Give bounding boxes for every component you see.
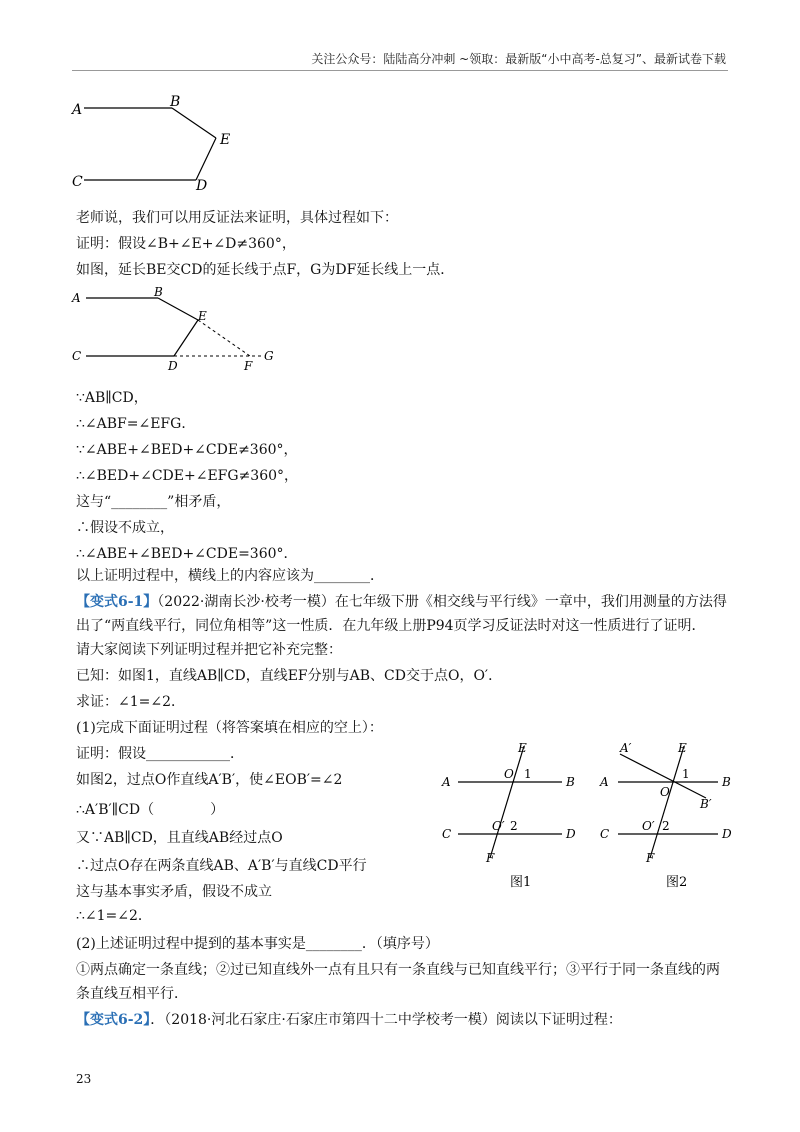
label-f: F	[486, 851, 495, 865]
label-c: C	[600, 827, 610, 841]
label-d: D	[722, 827, 732, 841]
exercise-6-1-intro: 【变式6-1】（2022·湖南长沙·校考一模）在七年级下册《相交线与平行线》一章中，我们用测量的方法得	[76, 594, 727, 610]
text-line: ∴∠ABE+∠BED+∠CDE=360°．	[76, 546, 298, 562]
text-line: (2)上述证明过程中提到的基本事实是________．（填序号）	[76, 936, 439, 952]
exercise-tag: 【变式6-1】	[76, 594, 158, 610]
label-d: D	[196, 178, 208, 192]
diagram-extended-lines	[66, 284, 296, 378]
label-e: E	[198, 309, 207, 323]
label-b-prime: B′	[700, 797, 712, 811]
label-d: D	[566, 827, 576, 841]
text-line: ∴过点O存在两条直线AB、A′B′与直线CD平行	[76, 858, 367, 874]
text-line: 出了“两直线平行，同位角相等”这一性质．在九年级上册P94页学习反证法时对这一性质进行了证明．	[76, 618, 706, 634]
text-line: (1)完成下面证明过程（将答案填在相应的空上）：	[76, 720, 383, 736]
label-g: G	[264, 349, 274, 363]
figure-2-caption: 图2	[666, 875, 688, 890]
label-e: E	[518, 741, 527, 755]
label-a-prime: A′	[620, 741, 632, 755]
label-b: B	[566, 775, 575, 789]
angle-2-label: 2	[510, 819, 518, 833]
text-line: 如图，延长BE交CD的延长线于点F，G为DF延长线上一点．	[76, 262, 455, 278]
label-f: F	[244, 359, 253, 373]
text-line: ∴假设不成立，	[76, 520, 174, 536]
text-line: ∵∠ABE+∠BED+∠CDE≠360°，	[76, 442, 298, 458]
text-line: ∵AB∥CD，	[76, 390, 148, 406]
label-c: C	[72, 174, 83, 190]
label-c: C	[442, 827, 452, 841]
angle-1-label: 1	[682, 767, 690, 781]
text-line: 如图2，过点O作直线A′B′，使∠EOB′=∠2	[76, 772, 343, 788]
label-a: A	[600, 775, 609, 789]
page-number: 23	[76, 1072, 92, 1086]
label-b: B	[722, 775, 731, 789]
text-line: 这与基本事实矛盾，假设不成立	[76, 884, 272, 900]
exercise-6-2-intro: 【变式6-2】．（2018·河北石家庄·石家庄市第四十二中学校考一模）阅读以下证明过程：	[76, 1012, 622, 1028]
label-e: E	[678, 741, 687, 755]
text-line: 老师说，我们可以用反证法来证明，具体过程如下：	[76, 210, 398, 226]
text-line: 请大家阅读下列证明过程并把它补充完整：	[76, 642, 342, 658]
label-o-prime: O′	[492, 819, 505, 833]
label-b: B	[154, 285, 163, 299]
label-a: A	[442, 775, 451, 789]
label-a: A	[72, 291, 81, 305]
label-o: O	[504, 767, 514, 781]
header-rule	[72, 70, 728, 71]
text-line: 求证：∠1=∠2．	[76, 694, 186, 710]
text-line: 以上证明过程中，横线上的内容应该为________．	[76, 568, 384, 584]
figure-1	[436, 740, 596, 892]
text-line: 证明：假设____________．	[76, 746, 244, 762]
angle-2-label: 2	[662, 819, 670, 833]
label-o: O	[660, 785, 670, 799]
text-line: 这与“________”相矛盾，	[76, 494, 231, 510]
text-line: ①两点确定一条直线；②过已知直线外一点有且只有一条直线与已知直线平行；③平行于同一条直线的两	[76, 962, 720, 978]
figure-2	[596, 740, 746, 892]
page-header: 关注公众号：陆陆高分冲刺 ~领取：最新版“小中高考-总复习”、最新试卷下载	[311, 52, 726, 66]
text-line: 条直线互相平行．	[76, 986, 188, 1002]
angle-1-label: 1	[524, 767, 532, 781]
label-o-prime: O′	[642, 819, 655, 833]
text-line: ∴∠BED+∠CDE+∠EFG≠360°，	[76, 468, 299, 484]
label-e: E	[220, 132, 231, 148]
text-line: 又∵AB∥CD，且直线AB经过点O	[76, 830, 283, 846]
text-line: 已知：如图1，直线AB∥CD，直线EF分别与AB、CD交于点O，O′．	[76, 668, 503, 684]
label-f: F	[646, 851, 655, 865]
diagram-polyline-abedc	[66, 92, 246, 192]
label-c: C	[72, 349, 82, 363]
text-line: 证明：假设∠B+∠E+∠D≠360°，	[76, 236, 296, 252]
label-d: D	[168, 359, 178, 373]
text-line: ∴∠1=∠2．	[76, 908, 152, 924]
label-a: A	[72, 102, 83, 118]
label-b: B	[170, 94, 181, 110]
text-line: ∴A′B′∥CD（ ）	[76, 802, 225, 818]
exercise-tag: 【变式6-2】	[76, 1012, 151, 1028]
text-line: ∴∠ABF=∠EFG．	[76, 416, 196, 432]
figure-1-caption: 图1	[510, 875, 532, 890]
